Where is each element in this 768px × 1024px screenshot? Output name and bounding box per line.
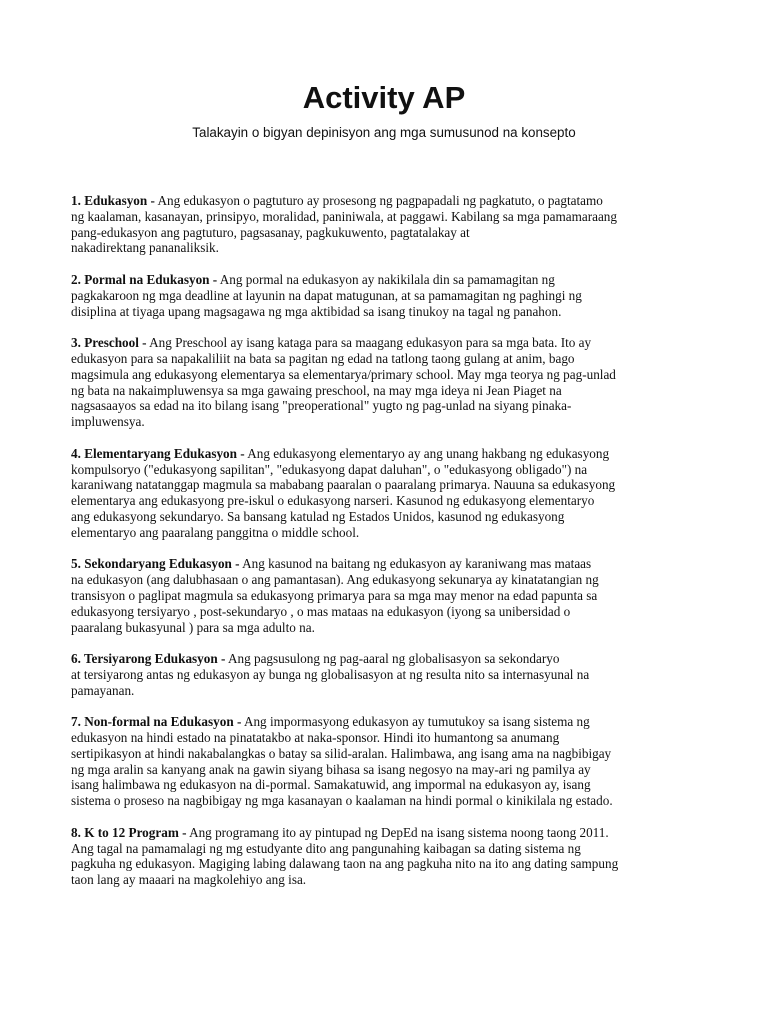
definition-text: magsimula ang edukasyong elementarya sa elementarya/primary school. May mga teorya ng pag-unlad [71, 366, 616, 382]
paragraph-line [71, 841, 711, 857]
definition-text: edukasyon para sa napakaliliit na bata sa pagitan ng edad na tatlong taong gulang at anim, bago [71, 350, 575, 366]
definition-text: edukasyon na hindi estado na pinatatakbo at naka-sponsor. Hindi ito humantong sa anumang [71, 730, 560, 746]
paragraph-line [71, 462, 711, 478]
paragraph-line [71, 746, 711, 762]
definition-text: taon lang ay maaari na magkolehiyo ang isa. [71, 872, 307, 888]
paragraph-line [71, 240, 711, 256]
paragraph-line [71, 509, 711, 525]
paragraph-line [71, 572, 711, 588]
paragraph-line [71, 493, 711, 509]
document-body [71, 193, 711, 904]
paragraph-line [71, 825, 711, 841]
paragraph-line [71, 620, 711, 636]
paragraph-line [71, 414, 711, 430]
paragraph-line [71, 777, 711, 793]
definition-text: edukasyong tersiyaryo , post-sekundaryo , o mas mataas na edukasyon (iyong sa unibersidad o [71, 603, 571, 619]
paragraph-line [71, 193, 711, 209]
definition-text: disiplina at tiyaga upang magsagawa ng mga aktibidad sa isang tinukoy na tagal ng panahon. [71, 303, 562, 319]
paragraph-line [71, 556, 711, 572]
paragraph-line [71, 209, 711, 225]
definition-paragraph [71, 651, 711, 698]
paragraph-line [71, 225, 711, 241]
definition-term: 5. Sekondaryang Edukasyon - [71, 556, 240, 572]
paragraph-line [71, 383, 711, 399]
definition-text: sistema o proseso na nagbibigay ng mga kasanayan o kaalaman na hindi pormal o kinikilala ng estado. [71, 793, 613, 809]
paragraph-line [71, 351, 711, 367]
definition-text: Ang pormal na edukasyon ay nakikilala din sa pamamagitan ng [217, 271, 555, 287]
definition-text: pamayanan. [71, 682, 135, 698]
definition-text: kompulsoryo ("edukasyong sapilitan", "edukasyong dapat daluhan", o "edukasyong obligado") na [71, 461, 588, 477]
definition-text: ang edukasyong sekundaryo. Sa bansang katulad ng Estados Unidos, kasunod ng edukasyong [71, 508, 565, 524]
definition-text: pagkakaroon ng mga deadline at layunin na dapat matugunan, at sa pamamagitan ng paghingi ng [71, 287, 582, 303]
document-title: Activity AP [302, 80, 466, 115]
paragraph-line [71, 588, 711, 604]
paragraph-line [71, 446, 711, 462]
definition-text: pagkuha ng edukasyon. Magiging labing dalawang taon na ang pagkuha nito na ito ang dating sampung [71, 856, 619, 872]
definition-term: 7. Non-formal na Edukasyon - [71, 714, 242, 730]
definition-text: Ang edukasyon o pagtuturo ay prosesong ng pagpapadali ng pagkatuto, o pagtatamo [154, 193, 603, 208]
paragraph-line [71, 367, 711, 383]
paragraph-line [71, 872, 711, 888]
paragraph-line [71, 667, 711, 683]
paragraph-line [71, 683, 711, 699]
definition-paragraph [71, 825, 711, 888]
definition-paragraph [71, 556, 711, 635]
definition-text: nakadirektang pananaliksik. [71, 240, 219, 256]
definition-text: ng bata na nakaimpluwensya sa mga gawaing preschool, na may mga ideya ni Jean Piaget na [71, 382, 562, 398]
definition-text: elementarya ang edukasyong pre-iskul o edukasyong narseri. Kasunod ng edukasyong elementaryo [71, 493, 595, 509]
definition-paragraph [71, 335, 711, 430]
definition-text: pang-edukasyon ang pagtuturo, pagsasanay, pagkukuwento, pagtatalakay at [71, 224, 470, 240]
paragraph-line [71, 288, 711, 304]
definition-text: sertipikasyon at hindi nakabalangkas o batay sa silid-aralan. Halimbawa, ang isang ama na nagbibigay [71, 745, 612, 761]
definition-text: ng kaalaman, kasanayan, prinsipyo, moralidad, paniniwala, at paggawi. Kabilang sa mga pamamaraang [71, 208, 617, 224]
definition-text: Ang impormasyong edukasyon ay tumutukoy sa isang sistema ng [241, 714, 590, 730]
definition-text: Ang programang ito ay pintupad ng DepEd na isang sistema noong taong 2011. [186, 824, 609, 840]
definition-term: 6. Tersiyarong Edukasyon - [71, 651, 226, 667]
definition-text: ng mga aralin sa kanyang anak na gawin siyang bihasa sa isang negosyo na may-ari ng pamilya ay [71, 761, 591, 777]
definition-text: paaralang bukasyunal ) para sa mga adulto na. [71, 619, 315, 635]
definition-text: Ang kasunod na baitang ng edukasyon ay karaniwang mas mataas [239, 556, 592, 572]
definition-term: 2. Pormal na Edukasyon - [71, 271, 218, 287]
definition-text: at tersiyarong antas ng edukasyon ay bunga ng globalisasyon at ng resulta nito sa internasyunal na [71, 666, 590, 682]
paragraph-line [71, 398, 711, 414]
paragraph-line [71, 651, 711, 667]
definition-text: karaniwang natatanggap magmula sa mababang paaralan o paaralang primarya. Nauuna sa edukasyong [71, 477, 616, 493]
definition-text: Ang Preschool ay isang kataga para sa maagang edukasyon para sa mga bata. Ito ay [146, 335, 592, 351]
definition-text: impluwensya. [71, 414, 145, 430]
paragraph-line [71, 335, 711, 351]
paragraph-line [71, 856, 711, 872]
definition-text: transisyon o paglipat magmula sa edukasyong primarya para sa mga may menor na edad papunta sa [71, 587, 598, 603]
definition-text: na edukasyon (ang dalubhasaan o ang pamantasan). Ang edukasyong sekunarya ay kinatatangian ng [71, 572, 599, 588]
paragraph-line [71, 604, 711, 620]
definition-text: isang halimbawa ng edukasyon na di-pormal. Samakatuwid, ang impormal na edukasyon ay, isang [71, 777, 591, 793]
paragraph-line [71, 714, 711, 730]
paragraph-line [71, 762, 711, 778]
definition-paragraph [71, 446, 711, 541]
definition-term: 3. Preschool - [71, 335, 147, 351]
definition-term: 1. Edukasyon - [71, 193, 155, 208]
paragraph-line [71, 793, 711, 809]
definition-text: Ang edukasyong elementaryo ay ang unang hakbang ng edukasyong [244, 445, 610, 461]
definition-text: nagsasaayos sa edad na ito bilang isang "preoperational" yugto ng pag-unlad na siyang pinaka- [71, 398, 572, 414]
definition-paragraph [71, 272, 711, 319]
paragraph-line [71, 525, 711, 541]
paragraph-line [71, 730, 711, 746]
document-subtitle: Talakayin o bigyan depinisyon ang mga sumusunod na konsepto [192, 125, 576, 140]
definition-paragraph [71, 714, 711, 809]
paragraph-line [71, 304, 711, 320]
definition-term: 4. Elementaryang Edukasyon - [71, 445, 245, 461]
definition-text: elementaryo ang paaralang panggitna o middle school. [71, 524, 360, 540]
definition-text: Ang pagsusulong ng pag-aaral ng globalisasyon sa sekondaryo [225, 651, 560, 667]
definition-text: Ang tagal na pamamalagi ng mg estudyante dito ang pangunahing kaibagan sa dating sistema ng [71, 840, 581, 856]
definition-term: 8. K to 12 Program - [71, 824, 187, 840]
paragraph-line [71, 272, 711, 288]
paragraph-line [71, 477, 711, 493]
definition-paragraph [71, 193, 711, 256]
